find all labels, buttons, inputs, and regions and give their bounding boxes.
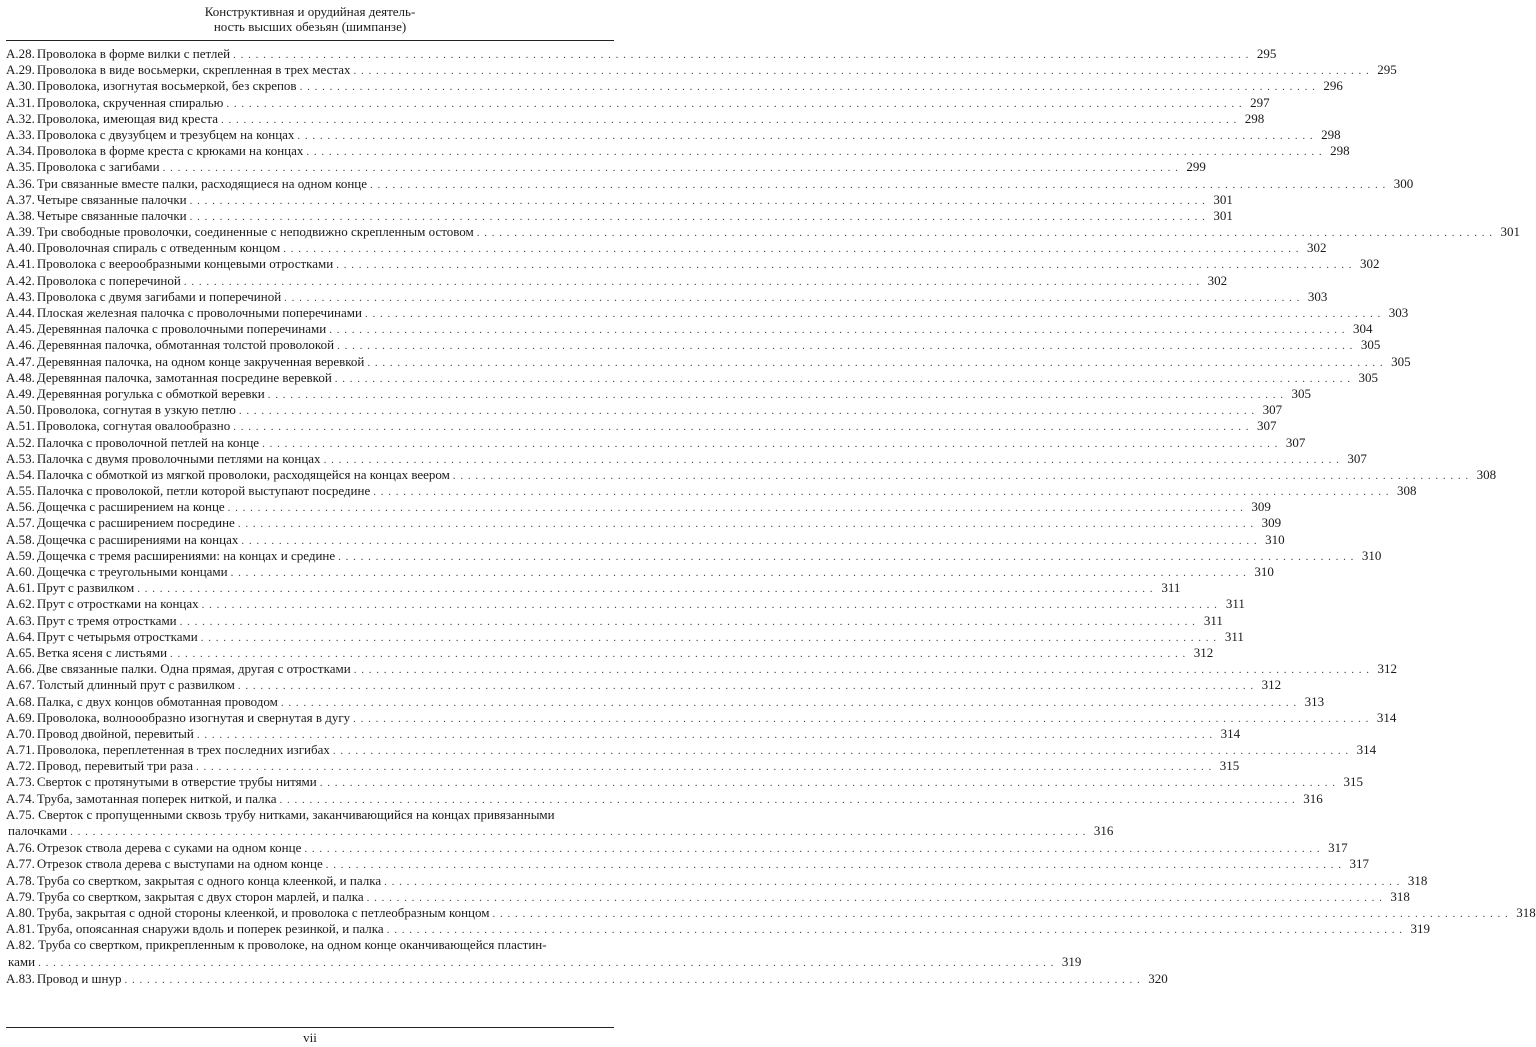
toc-dot-leader (181, 274, 1203, 290)
toc-entry-multiline (6, 937, 1082, 970)
toc-entry-page: 319 (1410, 921, 1430, 937)
toc-entry (6, 856, 1369, 872)
toc-entry-title: Прут с отростками на концах (36, 596, 199, 612)
toc-entry-page: 302 (1207, 272, 1228, 288)
toc-entry (6, 758, 1240, 774)
table-of-contents (6, 46, 1536, 987)
toc-entry (6, 94, 1270, 111)
toc-entry-number: А.36. (6, 175, 35, 191)
toc-entry-title: Проволока с двумя загибами и поперечиной (36, 288, 282, 304)
toc-entry-page: 314 (1220, 725, 1241, 741)
toc-dot-leader (351, 63, 1373, 79)
toc-entry-title: Труба, закрытая с одной стороны клеенкой, и проволока с петлеобразным концом (36, 904, 490, 920)
footer-divider (6, 1027, 614, 1028)
toc-entry-title: Провод, перевитый три раза (36, 758, 194, 774)
toc-dot-leader (187, 193, 1209, 209)
toc-entry-page: 312 (1377, 661, 1397, 677)
toc-entry-page: 307 (1257, 418, 1277, 434)
toc-entry-number: А.77. (6, 856, 35, 872)
toc-entry (6, 434, 1306, 451)
toc-dot-leader (280, 241, 1302, 257)
toc-entry (6, 612, 1223, 629)
toc-dot-leader (335, 549, 1357, 565)
toc-dot-leader (450, 468, 1472, 484)
toc-entry-number: А.29. (6, 62, 35, 78)
toc-entry-number: А.28. (6, 46, 35, 61)
toc-entry (6, 499, 1271, 515)
toc-entry-number: А.81. (6, 921, 35, 937)
toc-entry-number: А.60. (6, 564, 35, 579)
toc-entry-title: Деревянная палочка с проволочными поперечинами (36, 321, 327, 337)
toc-entry-number: А.71. (6, 742, 35, 758)
toc-dot-leader (265, 387, 1287, 403)
toc-entry-title: Проволока с двузубцем и трезубцем на концах (36, 126, 295, 142)
toc-entry (6, 742, 1377, 758)
page-number: vii (303, 1030, 317, 1045)
toc-entry-number: А.76. (6, 840, 35, 856)
toc-entry-title: Проволока с загибами (36, 159, 160, 175)
toc-entry (6, 175, 1414, 192)
toc-dot-leader (236, 403, 1258, 419)
toc-entry (6, 224, 1521, 240)
running-header-line-2: ность высших обезьян (шимпанзе) (213, 19, 407, 34)
toc-entry-page: 301 (1213, 207, 1233, 223)
toc-entry (6, 970, 1168, 987)
toc-entry-page: 318 (1516, 904, 1536, 920)
toc-entry-page: 310 (1254, 564, 1274, 579)
toc-entry-number: А.32. (6, 110, 35, 126)
toc-entry (6, 790, 1323, 807)
toc-dot-leader (294, 128, 1316, 144)
toc-entry-number: А.78. (6, 872, 35, 888)
toc-dot-leader (193, 759, 1215, 775)
toc-entry-page: 309 (1261, 515, 1282, 531)
toc-dot-leader (122, 972, 1144, 988)
toc-entry-title: Прут с четырьмя отростками (36, 628, 198, 644)
toc-entry-page: 315 (1343, 774, 1363, 790)
toc-entry (6, 774, 1363, 790)
toc-entry-number: А.42. (6, 272, 35, 288)
toc-entry-number: А.58. (6, 531, 35, 547)
toc-entry-title: Три связанные вместе палки, расходящиеся на одном конце (36, 175, 368, 191)
toc-entry-title: Сверток с протянутыми в отверстие трубы нитями (36, 774, 317, 790)
toc-entry-number: А.55. (6, 483, 35, 499)
toc-dot-leader (67, 824, 1089, 840)
toc-entry-number: А.30. (6, 78, 35, 94)
toc-entry-title: Прут с развилком (36, 580, 135, 596)
toc-entry-number: А.63. (6, 612, 35, 628)
toc-entry-title-line-1: Сверток с пропущенными сквозь трубу нитками, заканчивающийся на концах привязанными (38, 806, 555, 822)
running-header (0, 4, 620, 34)
toc-dot-leader (474, 225, 1496, 241)
toc-entry-title: Прут с тремя отростками (36, 612, 177, 628)
toc-entry-page: 300 (1393, 175, 1414, 191)
toc-entry-number: А.43. (6, 288, 35, 304)
toc-dot-leader (350, 711, 1372, 727)
toc-dot-leader (199, 597, 1221, 613)
toc-entry-page: 313 (1304, 693, 1325, 709)
toc-entry-title: Палочка с обмоткой из мягкой проволоки, расходящейся на концах веером (36, 466, 450, 482)
toc-entry (6, 596, 1245, 612)
toc-dot-leader (134, 581, 1156, 597)
toc-entry (6, 628, 1244, 645)
toc-entry-page: 314 (1376, 709, 1397, 725)
toc-entry (6, 921, 1430, 937)
toc-entry-page: 318 (1407, 872, 1428, 888)
toc-entry-page: 298 (1321, 126, 1341, 142)
toc-entry-page: 303 (1307, 288, 1328, 304)
toc-entry (6, 78, 1343, 94)
toc-entry (6, 709, 1397, 726)
toc-dot-leader (297, 79, 1319, 95)
toc-entry-page: 295 (1256, 46, 1277, 61)
toc-entry-page: 297 (1250, 94, 1270, 110)
toc-entry-title: Палочка с двумя проволочными петлями на концах (36, 450, 321, 466)
toc-entry (6, 725, 1241, 742)
toc-dot-leader (330, 743, 1352, 759)
toc-dot-leader (228, 565, 1250, 581)
toc-entry-title: Отрезок ствола дерева с суками на одном конце (36, 840, 302, 856)
toc-dot-leader (187, 209, 1209, 225)
toc-dot-leader (362, 306, 1384, 322)
toc-entry-page: 307 (1285, 434, 1306, 450)
toc-entry (6, 466, 1497, 483)
toc-dot-leader (326, 322, 1348, 338)
toc-entry-number: А.66. (6, 661, 35, 677)
toc-dot-leader (218, 112, 1240, 128)
toc-dot-leader (230, 47, 1252, 63)
toc-entry-title: Труба со свертком, закрытая с одного конца клеенкой, и палка (36, 872, 382, 888)
toc-entry-title: Труба со свертком, закрытая с двух сторон марлей, и палка (36, 888, 364, 904)
toc-entry-page: 304 (1352, 321, 1373, 337)
toc-dot-leader (301, 841, 1323, 857)
toc-entry-number: А.35. (6, 159, 35, 175)
toc-entry-number: А.39. (6, 224, 35, 240)
toc-entry-page: 303 (1388, 305, 1409, 320)
toc-dot-leader (321, 452, 1343, 468)
toc-entry (6, 644, 1214, 661)
toc-entry-page: 315 (1219, 758, 1240, 774)
toc-entry-page: 311 (1225, 596, 1245, 612)
toc-entry (6, 46, 1277, 62)
toc-dot-leader (230, 419, 1252, 435)
toc-entry-title: Две связанные палки. Одна прямая, другая с отростками (36, 661, 351, 677)
toc-entry (6, 353, 1411, 370)
toc-entry-number: А.48. (6, 369, 35, 385)
toc-entry-number: А.70. (6, 725, 35, 741)
toc-entry-page: 298 (1244, 110, 1265, 126)
toc-entry-number: А.38. (6, 207, 35, 223)
toc-entry-title: Провод двойной, перевитый (36, 725, 194, 741)
toc-entry-page: 301 (1213, 191, 1233, 207)
toc-dot-leader (167, 646, 1189, 662)
toc-entry-title: Палочка с проволочной петлей на конце (36, 434, 260, 450)
toc-entry-number: А.45. (6, 321, 35, 337)
toc-dot-leader (194, 727, 1216, 743)
toc-dot-leader (223, 96, 1245, 112)
toc-entry-number: А.51. (6, 418, 35, 434)
toc-entry (6, 693, 1325, 710)
toc-entry-title: Палка, с двух концов обмотанная проводом (36, 693, 278, 709)
toc-dot-leader (351, 662, 1373, 678)
toc-entry-number: А.41. (6, 256, 35, 272)
toc-entry-page: 314 (1356, 742, 1377, 758)
toc-entry-title: Труба, опоясанная снаружи вдоль и поперек резинкой, и палка (36, 921, 384, 937)
toc-entry-page: 317 (1349, 856, 1369, 872)
toc-dot-leader (259, 436, 1281, 452)
toc-entry-page: 311 (1203, 612, 1223, 628)
toc-entry-page: 318 (1390, 888, 1410, 904)
toc-entry-number: А.37. (6, 191, 35, 207)
toc-entry (6, 369, 1379, 386)
toc-entry-number: А.62. (6, 596, 35, 612)
toc-entry-page: 298 (1330, 143, 1350, 159)
toc-entry (6, 256, 1380, 272)
toc-dot-leader (198, 630, 1220, 646)
toc-entry-title: Деревянная палочка, на одном конце закрученная веревкой (36, 353, 365, 369)
toc-entry (6, 385, 1312, 402)
toc-entry (6, 337, 1381, 353)
running-header-line-1: Конструктивная и орудийная деятель- (204, 4, 416, 19)
toc-entry-page: 310 (1265, 531, 1285, 547)
toc-entry-number: А.54. (6, 466, 35, 482)
toc-entry (6, 547, 1382, 564)
toc-entry-number: А.47. (6, 353, 35, 369)
header-divider (6, 40, 614, 41)
toc-entry-page: 316 (1093, 823, 1114, 839)
toc-entry-number: А.40. (6, 240, 35, 256)
toc-entry-page: 295 (1377, 62, 1397, 78)
toc-entry-number: А.83. (6, 970, 35, 986)
toc-entry-title: Дощечка с расширением посредине (36, 515, 235, 531)
toc-entry-title: Четыре связанные палочки (36, 207, 187, 223)
toc-entry-title: Проволока в форме креста с крюками на концах (36, 143, 304, 159)
toc-entry-page: 312 (1193, 644, 1214, 660)
toc-entry-title: Проволока с веерообразными концевыми отростками (36, 256, 334, 272)
toc-entry-number: А.61. (6, 580, 35, 596)
toc-entry-title-line-2: ками (8, 953, 36, 969)
toc-entry-number: А.34. (6, 143, 35, 159)
toc-entry-number: А.57. (6, 515, 35, 531)
toc-entry-number: А.46. (6, 337, 35, 353)
toc-entry (6, 450, 1367, 467)
toc-entry-title: Дощечка с расширениями на концах (36, 531, 239, 547)
toc-entry (6, 418, 1277, 434)
toc-entry-number: А.50. (6, 402, 35, 418)
toc-entry-page: 305 (1358, 369, 1379, 385)
toc-entry-page: 308 (1476, 466, 1497, 482)
toc-entry-title: Дощечка с тремя расширениями: на концах и средине (36, 547, 336, 563)
toc-dot-leader (370, 484, 1392, 500)
toc-dot-leader (381, 874, 1403, 890)
toc-entry-title: Деревянная палочка, замотанная посредине веревкой (36, 369, 332, 385)
toc-entry-number: А.53. (6, 450, 35, 466)
toc-entry-title: Отрезок ствола дерева с выступами на одном конце (36, 856, 323, 872)
toc-entry-title: Дощечка с расширением на конце (36, 499, 225, 515)
toc-entry-page: 308 (1396, 483, 1417, 499)
toc-entry-title: Проволока в виде восьмерки, скрепленная в трех местах (36, 62, 351, 78)
toc-dot-leader (332, 371, 1354, 387)
toc-entry-title: Деревянная рогулька с обмоткой веревки (36, 385, 265, 401)
toc-entry-title: Проволока, имеющая вид креста (36, 110, 218, 126)
toc-entry-page: 302 (1359, 256, 1380, 272)
toc-entry-title: Проволока в форме вилки с петлей (36, 46, 231, 61)
toc-entry-page: 312 (1261, 677, 1282, 693)
toc-entry (6, 904, 1536, 921)
toc-entry (6, 288, 1328, 305)
toc-entry-number: А.69. (6, 709, 35, 725)
toc-entry-page: 301 (1500, 224, 1521, 240)
toc-entry-title: Проволока с поперечиной (36, 272, 181, 288)
toc-dot-leader (333, 257, 1355, 273)
toc-dot-leader (277, 792, 1299, 808)
toc-entry (6, 207, 1233, 224)
toc-entry-title: Труба, замотанная поперек ниткой, и палка (36, 790, 277, 806)
toc-entry-number: А.79. (6, 888, 35, 904)
toc-entry (6, 272, 1228, 289)
toc-dot-leader (384, 922, 1406, 938)
toc-entry-title: Проволока, согнутая в узкую петлю (36, 402, 236, 418)
toc-entry-title-line-1: Труба со свертком, прикрепленным к проволоке, на одном конце оканчивающейся пластин- (38, 937, 547, 953)
toc-entry-number: А.65. (6, 644, 35, 660)
toc-entry (6, 872, 1428, 889)
toc-entry-title: Проволока, изогнутая восьмеркой, без скрепов (36, 78, 297, 94)
toc-entry (6, 564, 1274, 580)
toc-entry-page: 311 (1161, 580, 1181, 596)
toc-entry-multiline (6, 806, 1114, 840)
toc-entry-title: Проволока, скрученная спиралью (36, 94, 224, 110)
toc-entry-page: 311 (1224, 628, 1244, 644)
toc-entry-number: А.67. (6, 677, 35, 693)
toc-entry (6, 143, 1350, 159)
toc-entry-title: Деревянная палочка, обмотанная толстой проволокой (36, 337, 335, 353)
toc-entry (6, 580, 1181, 596)
toc-entry (6, 305, 1409, 321)
toc-dot-leader (334, 338, 1356, 354)
toc-entry (6, 483, 1417, 499)
toc-entry-title: Проволока, согнутая овалообразно (36, 418, 231, 434)
toc-dot-leader (235, 678, 1257, 694)
toc-entry-number: А.56. (6, 499, 35, 515)
toc-entry-page: 309 (1251, 499, 1271, 515)
toc-entry (6, 677, 1282, 693)
toc-entry-page: 305 (1360, 337, 1381, 353)
toc-entry (6, 62, 1397, 78)
toc-entry-page: 307 (1347, 450, 1367, 466)
toc-entry-number: А.80. (6, 904, 35, 920)
toc-entry-number: А.44. (6, 305, 35, 320)
toc-entry (6, 240, 1327, 256)
toc-entry-number: А.64. (6, 628, 35, 644)
toc-dot-leader (364, 355, 1386, 371)
toc-entry-number: А.74. (6, 790, 35, 806)
toc-entry (6, 531, 1285, 548)
toc-dot-leader (238, 533, 1260, 549)
toc-entry-title: Толстый длинный прут с развилком (36, 677, 235, 693)
toc-dot-leader (323, 857, 1345, 873)
toc-entry-number: А.33. (6, 126, 35, 142)
toc-entry-title: Палочка с проволокой, петли которой выступают посредине (36, 483, 371, 499)
toc-entry-number: А.52. (6, 434, 35, 450)
toc-entry-title: Провод и шнур (36, 970, 122, 986)
toc-entry-title: Проволока, волноообразно изогнутая и свернутая в дугу (36, 709, 351, 725)
toc-entry (6, 402, 1283, 418)
toc-entry-page: 310 (1361, 547, 1382, 563)
toc-dot-leader (160, 160, 1182, 176)
toc-entry-page: 296 (1323, 78, 1343, 94)
toc-dot-leader (278, 695, 1300, 711)
toc-entry (6, 888, 1410, 905)
toc-entry (6, 159, 1206, 175)
toc-entry (6, 126, 1341, 143)
toc-dot-leader (317, 775, 1339, 791)
toc-entry-page: 316 (1303, 790, 1323, 806)
toc-entry (6, 191, 1233, 208)
toc-entry-title: Четыре связанные палочки (36, 191, 187, 207)
toc-entry-title: Ветка ясеня с листьями (36, 644, 168, 660)
toc-dot-leader (303, 144, 1325, 160)
toc-dot-leader (177, 614, 1199, 630)
toc-entry-title: Дощечка с треугольными концами (36, 564, 228, 579)
toc-entry-title: Проволока, переплетенная в трех последних изгибах (36, 742, 330, 758)
toc-dot-leader (281, 290, 1303, 306)
toc-entry-number: А.75. (6, 806, 35, 822)
toc-entry-number: А.68. (6, 693, 35, 709)
toc-entry-page: 307 (1262, 402, 1283, 418)
toc-dot-leader (235, 516, 1257, 532)
toc-entry-title: Проволочная спираль с отведенным концом (36, 240, 281, 256)
toc-dot-leader (490, 906, 1512, 922)
toc-entry-number: А.49. (6, 385, 35, 401)
toc-entry-title: Плоская железная палочка с проволочными поперечинами (36, 305, 362, 320)
toc-entry (6, 840, 1348, 856)
toc-entry (6, 110, 1265, 127)
toc-entry-number: А.31. (6, 94, 35, 110)
toc-entry (6, 321, 1373, 337)
toc-dot-leader (367, 177, 1389, 193)
toc-dot-leader (225, 500, 1247, 516)
toc-dot-leader (35, 955, 1057, 971)
toc-entry-page: 319 (1061, 953, 1082, 969)
toc-entry (6, 515, 1282, 531)
toc-entry-number: А.59. (6, 547, 35, 563)
toc-entry-page: 299 (1186, 159, 1206, 175)
toc-entry-number: А.73. (6, 774, 35, 790)
toc-entry-page: 305 (1391, 353, 1411, 369)
toc-entry-page: 320 (1148, 970, 1168, 986)
toc-entry-page: 317 (1328, 840, 1348, 856)
toc-entry-title: Три свободные проволочки, соединенные с неподвижно скрепленным остовом (36, 224, 474, 240)
toc-dot-leader (364, 890, 1386, 906)
toc-entry (6, 661, 1397, 677)
toc-entry-number: А.82. (6, 937, 35, 953)
toc-entry-title-line-2: палочками (8, 823, 68, 839)
toc-entry-number: А.72. (6, 758, 35, 774)
toc-entry-page: 305 (1291, 385, 1312, 401)
toc-entry-page: 302 (1307, 240, 1327, 256)
